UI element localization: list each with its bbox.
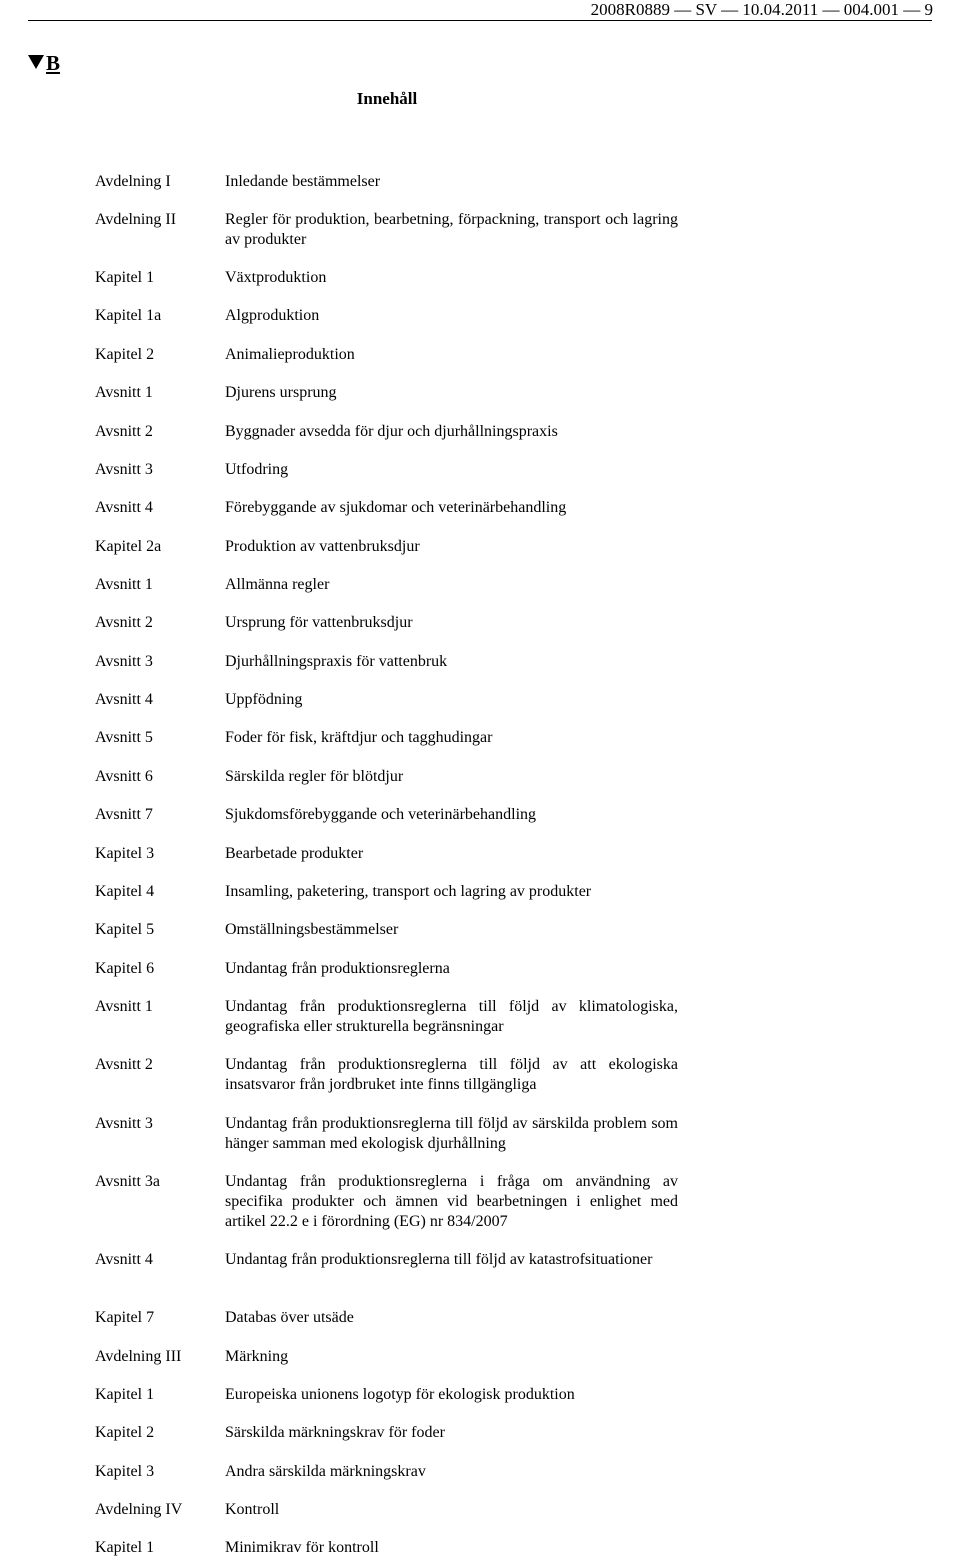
toc-label: Kapitel 1 <box>95 1539 155 1556</box>
toc-label: Avsnitt 3 <box>95 461 153 478</box>
toc-entry-text: Regler för produktion, bearbetning, förpackning, transport och lagring av produkter <box>225 211 678 248</box>
toc-entry-text: Undantag från produktionsreglerna till följd av klimatologiska, geografiska eller strukturella begränsningar <box>225 998 678 1035</box>
toc-label: Avsnitt 3 <box>95 653 153 670</box>
toc-label: Kapitel 1 <box>95 1386 155 1403</box>
toc-entry-text: Byggnader avsedda för djur och djurhållningspraxis <box>225 423 558 440</box>
toc-entry-text: Uppfödning <box>225 691 303 708</box>
toc-entry-text: Undantag från produktionsreglerna <box>225 960 450 977</box>
toc-label: Avdelning I <box>95 173 171 190</box>
toc-label: Avsnitt 6 <box>95 768 153 785</box>
toc-label: Kapitel 2a <box>95 538 162 555</box>
toc-label: Avsnitt 4 <box>95 499 153 516</box>
toc-label: Avdelning III <box>95 1348 182 1365</box>
toc-entry-text: Foder för fisk, kräftdjur och tagghudingar <box>225 729 493 746</box>
toc-label: Kapitel 3 <box>95 845 155 862</box>
toc-entry-text: Ursprung för vattenbruksdjur <box>225 614 413 631</box>
toc-label: Avsnitt 4 <box>95 691 153 708</box>
toc-entry-text: Särskilda regler för blötdjur <box>225 768 404 785</box>
toc-label: Avsnitt 7 <box>95 806 153 823</box>
toc-entry-text: Undantag från produktionsreglerna till följd av att ekologiska insatsvaror från jordbruket inte finns tillgängliga <box>225 1056 678 1093</box>
toc-label: Avsnitt 2 <box>95 614 153 631</box>
page-title: Innehåll <box>356 89 418 108</box>
toc-entry-text: Inledande bestämmelser <box>225 173 381 190</box>
toc-entry-text: Europeiska unionens logotyp för ekologisk produktion <box>225 1386 575 1403</box>
toc-label: Avsnitt 1 <box>95 576 153 593</box>
toc-label: Kapitel 5 <box>95 921 155 938</box>
toc-label: Kapitel 2 <box>95 346 155 363</box>
toc-label: Avdelning II <box>95 211 177 228</box>
toc-label: Kapitel 7 <box>95 1309 155 1326</box>
toc-label: Kapitel 2 <box>95 1424 155 1441</box>
toc-label: Kapitel 3 <box>95 1463 155 1480</box>
toc-entry-text: Växtproduktion <box>225 269 327 286</box>
toc-entry-text: Djurhållningspraxis för vattenbruk <box>225 653 448 670</box>
toc-label: Avsnitt 2 <box>95 1056 153 1073</box>
toc-entry-text: Utfodring <box>225 461 289 478</box>
toc-label: Avsnitt 3 <box>95 1115 153 1132</box>
toc-label: Avsnitt 3a <box>95 1173 161 1190</box>
toc-entry-text: Undantag från produktionsreglerna i fråga om användning av specifika produkter och ämnen vid bearbetningen i enlighet med artikel 22.2 e i förordning (EG) nr 834/2007 <box>225 1173 678 1230</box>
document-header: 2008R0889 — SV — 10.04.2011 — 004.001 — 9 <box>590 0 933 19</box>
toc-entry-text: Animalieproduktion <box>225 346 355 363</box>
toc-label: Avsnitt 4 <box>95 1251 153 1268</box>
toc-label: Kapitel 1a <box>95 307 162 324</box>
toc-entry-text: Insamling, paketering, transport och lagring av produkter <box>225 883 592 900</box>
toc-entry-text: Djurens ursprung <box>225 384 337 401</box>
toc-entry-text: Kontroll <box>225 1501 280 1518</box>
toc-entry-text: Undantag från produktionsreglerna till följd av särskilda problem som hänger samman med ekologisk djurhållning <box>225 1115 678 1152</box>
toc-entry-text: Förebyggande av sjukdomar och veterinärbehandling <box>225 499 567 516</box>
toc-label: Avsnitt 5 <box>95 729 153 746</box>
toc-label: Avsnitt 1 <box>95 998 153 1015</box>
toc-entry-text: Sjukdomsförebyggande och veterinärbehandling <box>225 806 537 823</box>
toc-entry-text: Andra särskilda märkningskrav <box>225 1463 426 1480</box>
toc-entry-text: Omställningsbestämmelser <box>225 921 399 938</box>
toc-label: Kapitel 4 <box>95 883 155 900</box>
toc-entry-text: Märkning <box>225 1348 289 1365</box>
toc-entry-text: Allmänna regler <box>225 576 330 593</box>
toc-label: Avdelning IV <box>95 1501 183 1518</box>
toc-label: Kapitel 6 <box>95 960 155 977</box>
amendment-marker-letter: B <box>46 51 61 75</box>
toc-entry-text: Algproduktion <box>225 307 320 324</box>
toc-label: Avsnitt 2 <box>95 423 153 440</box>
toc-entry-text: Minimikrav för kontroll <box>225 1539 379 1556</box>
toc-entry-text: Bearbetade produkter <box>225 845 364 862</box>
toc-label: Kapitel 1 <box>95 269 155 286</box>
toc-entry-text: Produktion av vattenbruksdjur <box>225 538 420 555</box>
toc-entry-text: Databas över utsäde <box>225 1309 354 1326</box>
toc-entry-text: Undantag från produktionsreglerna till följd av katastrofsituationer <box>225 1251 653 1268</box>
toc-entry-text: Särskilda märkningskrav för foder <box>225 1424 445 1441</box>
toc-label: Avsnitt 1 <box>95 384 153 401</box>
